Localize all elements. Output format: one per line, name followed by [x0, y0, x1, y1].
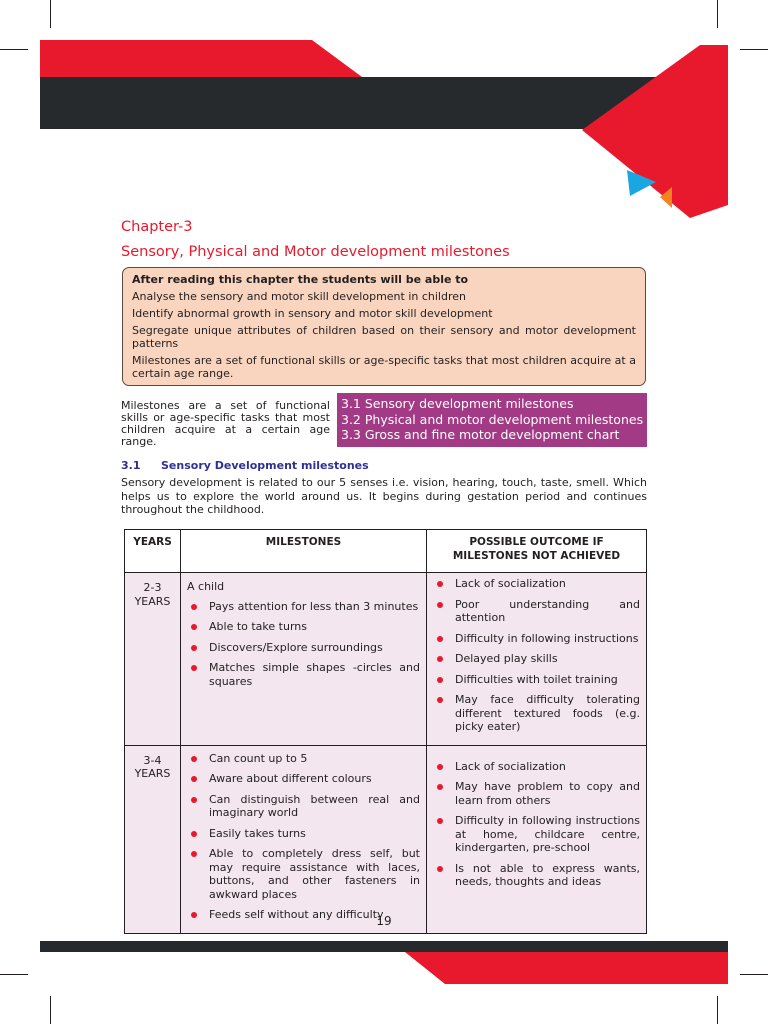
chapter-label: Chapter-3	[121, 219, 193, 235]
list-item: Poor understanding and attention	[433, 598, 640, 625]
list-item: Lack of socialization	[433, 760, 640, 774]
objective-item: Milestones are a set of functional skills or age-specific tasks that most children acquire at a certain age range.	[132, 354, 636, 380]
crop-mark	[50, 996, 51, 1024]
list-item: Can count up to 5	[187, 752, 420, 766]
list-item: May face difficulty tolerating different textured foods (e.g. picky eater)	[433, 693, 640, 734]
list-item: Aware about different colours	[187, 772, 420, 786]
milestones-table	[124, 529, 647, 934]
milestones-cell	[181, 745, 427, 933]
section-paragraph: Sensory development is related to our 5 senses i.e. vision, hearing, touch, taste, smell. Which helps us to explore the world around us. It begins during gestation period and continues throughout the childhood.	[121, 476, 647, 516]
list-item: Difficulty in following instructions	[433, 632, 640, 646]
section-title: Sensory Development milestones	[161, 459, 369, 472]
list-item: Delayed play skills	[433, 652, 640, 666]
list-item: Discovers/Explore surroundings	[187, 641, 420, 655]
milestones-cell	[181, 573, 427, 746]
list-item: Easily takes turns	[187, 827, 420, 841]
table-row	[125, 745, 647, 933]
list-item: Lack of socialization	[433, 577, 640, 591]
years-cell: 3-4 YEARS	[125, 745, 181, 933]
learning-objectives-box	[122, 267, 646, 386]
header-outcomes: POSSIBLE OUTCOME IF MILESTONES NOT ACHIEVED	[427, 530, 647, 573]
list-item: Feeds self without any difficulty	[187, 908, 420, 922]
objectives-heading: After reading this chapter the students will be able to	[132, 273, 469, 286]
intro-side-text: Milestones are a set of functional skills or age-specific tasks that most children acquire at a certain age range.	[121, 399, 330, 448]
toc-item: 3.3 Gross and fine motor development chart	[341, 427, 620, 442]
table-row	[125, 573, 647, 746]
section-number: 3.1	[121, 459, 141, 472]
chapter-contents-box	[337, 393, 647, 447]
crop-mark	[717, 996, 718, 1024]
objective-item: Identify abnormal growth in sensory and motor skill development	[132, 307, 493, 320]
list-item: Matches simple shapes -circles and squares	[187, 661, 420, 688]
list-item: Difficulties with toilet training	[433, 673, 640, 687]
footer-banner	[0, 930, 768, 990]
toc-item: 3.1 Sensory development milestones	[341, 396, 574, 411]
header-milestones: MILESTONES	[181, 530, 427, 573]
list-item: Is not able to express wants, needs, thoughts and ideas	[433, 862, 640, 889]
objective-item: Segregate unique attributes of children based on their sensory and motor development patterns	[132, 324, 636, 350]
list-item: Can distinguish between real and imaginary world	[187, 793, 420, 820]
years-cell: 2-3 YEARS	[125, 573, 181, 746]
list-item: Able to completely dress self, but may require assistance with laces, buttons, and other fasteners in awkward places	[187, 847, 420, 901]
objective-item: Analyse the sensory and motor skill development in children	[132, 290, 466, 303]
milestones-intro: A child	[187, 580, 225, 593]
list-item: Able to take turns	[187, 620, 420, 634]
outcomes-cell	[427, 573, 647, 746]
table-header-row	[125, 530, 647, 573]
list-item: Difficulty in following instructions at home, childcare centre, kindergarten, pre-school	[433, 814, 640, 855]
page-number: 19	[376, 914, 392, 928]
header-banner	[0, 0, 768, 230]
list-item: May have problem to copy and learn from others	[433, 780, 640, 807]
list-item: Pays attention for less than 3 minutes	[187, 600, 420, 614]
outcomes-cell	[427, 745, 647, 933]
toc-item: 3.2 Physical and motor development milestones	[341, 411, 644, 427]
chapter-title: Sensory, Physical and Motor development milestones	[121, 244, 510, 260]
header-years: YEARS	[125, 530, 181, 573]
